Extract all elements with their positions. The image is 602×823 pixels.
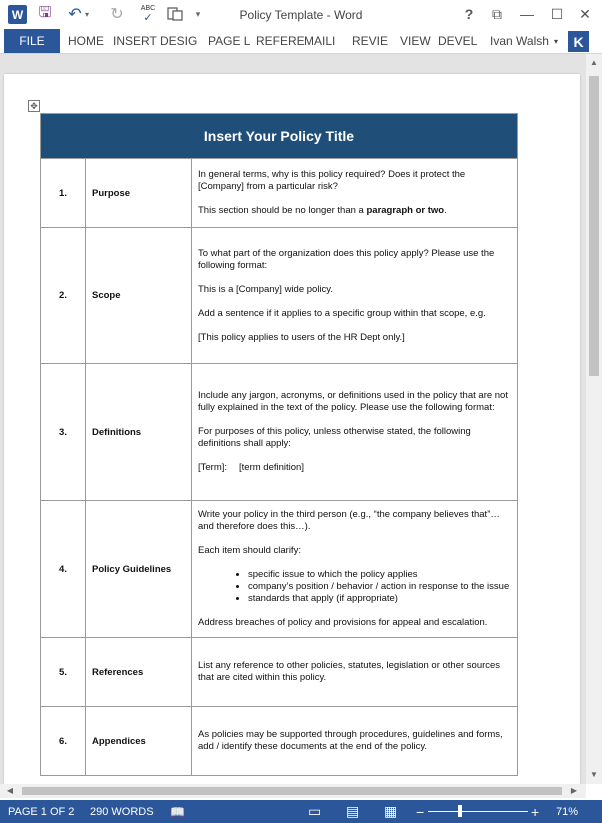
scope-group-text: Add a sentence if it applies to a specific group within that scope, e.g. xyxy=(198,307,486,319)
horizontal-scrollbar[interactable] xyxy=(0,784,586,798)
scroll-up-arrow-icon[interactable]: ▲ xyxy=(590,58,598,67)
word-count-indicator[interactable]: 290 WORDS xyxy=(90,805,154,818)
guidelines-bullet-list xyxy=(198,569,511,605)
proofing-icon[interactable]: 📖 xyxy=(170,804,185,819)
row-label-purpose: Purpose xyxy=(86,159,192,228)
scope-question-text: To what part of the organization does this policy apply? Please use the following format: xyxy=(198,247,495,271)
table-move-handle-icon[interactable]: ✥ xyxy=(28,100,40,112)
definitions-term-definition: [term definition] xyxy=(239,462,304,473)
close-button[interactable]: ✕ xyxy=(579,5,591,22)
tab-developer[interactable]: DEVEL xyxy=(438,34,478,48)
ribbon-tab-row xyxy=(0,29,602,54)
row-number: 6. xyxy=(41,707,86,776)
appendices-text: As policies may be supported through procedures, guidelines and forms, add / identify these documents at the end of the policy. xyxy=(198,729,503,752)
tab-mailings[interactable]: MAILI xyxy=(304,34,336,48)
scope-bracket-example-text: [This policy applies to users of the HR Dept only.] xyxy=(198,331,405,343)
customize-toolbar-icon[interactable]: ▾ xyxy=(195,8,201,19)
tab-design[interactable]: DESIG xyxy=(160,34,198,48)
definitions-term: [Term]: xyxy=(198,462,228,473)
undo-icon[interactable]: ↶ xyxy=(68,6,82,23)
row-number: 3. xyxy=(41,364,86,501)
title-bar xyxy=(0,0,602,29)
zoom-slider-thumb[interactable] xyxy=(458,805,462,817)
zoom-out-button[interactable]: − xyxy=(416,803,425,820)
table-row-references xyxy=(41,638,518,707)
minimize-button[interactable]: — xyxy=(520,6,534,22)
table-row-policy-guidelines xyxy=(41,501,518,638)
read-mode-icon[interactable]: ▭ xyxy=(308,803,322,819)
row-label-scope: Scope xyxy=(86,228,192,364)
status-bar xyxy=(0,800,602,823)
list-item: • standards that apply (if appropriate) xyxy=(248,593,511,605)
purpose-length-pre: This section should be no longer than a xyxy=(198,205,367,216)
tab-home[interactable]: HOME xyxy=(68,34,104,48)
print-layout-icon[interactable]: ▤ xyxy=(346,803,360,819)
purpose-length-text xyxy=(198,205,511,217)
vertical-scroll-thumb[interactable] xyxy=(589,76,599,376)
scroll-right-arrow-icon[interactable]: ▶ xyxy=(570,786,578,795)
scroll-down-arrow-icon[interactable]: ▼ xyxy=(590,770,598,779)
table-row-purpose xyxy=(41,159,518,228)
row-label-references: References xyxy=(86,638,192,707)
list-item: • company’s position / behavior / action in response to the issue xyxy=(248,581,511,593)
table-row-scope xyxy=(41,228,518,364)
row-description-scope[interactable] xyxy=(192,228,518,364)
spelling-abc-text: ABC xyxy=(140,4,156,12)
tab-references[interactable]: REFERE xyxy=(256,34,305,48)
row-number: 2. xyxy=(41,228,86,364)
tab-file[interactable]: FILE xyxy=(4,29,60,53)
redo-icon[interactable]: ↻ xyxy=(110,6,124,23)
horizontal-scroll-thumb[interactable] xyxy=(22,787,562,795)
table-title-row xyxy=(41,114,518,159)
purpose-question-text: In general terms, why is this policy required? Does it protect the [Company] from a particular risk? xyxy=(198,169,466,192)
row-label-policy-guidelines: Policy Guidelines xyxy=(86,501,192,638)
zoom-slider-track[interactable] xyxy=(428,811,528,812)
purpose-length-post: . xyxy=(444,205,447,216)
user-avatar[interactable]: K xyxy=(568,31,589,52)
save-icon[interactable]: 🖫 xyxy=(38,3,52,21)
table-row-appendices xyxy=(41,707,518,776)
row-description-references[interactable] xyxy=(192,638,518,707)
web-layout-icon[interactable]: ▦ xyxy=(384,803,398,819)
tab-view[interactable]: VIEW xyxy=(400,34,431,48)
guidelines-person-text: Write your policy in the third person (e.g., “the company believes that”… and therefore does this…). xyxy=(198,509,500,532)
definitions-instruction-text: Include any jargon, acronyms, or definitions used in the policy that are not fully explained in the text of the policy. Please use the following format: xyxy=(198,390,508,413)
word-app-icon[interactable]: W xyxy=(8,5,27,24)
definitions-term-line xyxy=(198,462,511,474)
row-label-appendices: Appendices xyxy=(86,707,192,776)
vertical-scrollbar[interactable] xyxy=(586,54,602,784)
window-title: Policy Template - Word xyxy=(239,8,363,22)
row-description-appendices[interactable] xyxy=(192,707,518,776)
zoom-in-button[interactable]: + xyxy=(531,803,540,820)
page-count-indicator[interactable]: PAGE 1 OF 2 xyxy=(8,805,75,818)
ribbon-display-options-icon[interactable]: ⧉ xyxy=(492,5,502,22)
scroll-left-arrow-icon[interactable]: ◀ xyxy=(6,786,14,795)
list-item: • specific issue to which the policy applies xyxy=(248,569,511,581)
row-number: 5. xyxy=(41,638,86,707)
references-text: List any reference to other policies, statutes, legislation or other sources that are cited within this policy. xyxy=(198,660,501,683)
help-button[interactable]: ? xyxy=(464,6,474,22)
maximize-button[interactable]: ☐ xyxy=(550,5,564,22)
user-account-name[interactable]: Ivan Walsh xyxy=(490,34,549,48)
row-description-purpose[interactable] xyxy=(192,159,518,228)
policy-table xyxy=(40,113,518,776)
row-label-definitions: Definitions xyxy=(86,364,192,501)
row-number: 1. xyxy=(41,159,86,228)
user-account-chevron-down-icon[interactable]: ▾ xyxy=(554,37,559,46)
tab-insert[interactable]: INSERT xyxy=(113,34,157,48)
table-row-definitions xyxy=(41,364,518,501)
tab-review[interactable]: REVIE xyxy=(352,34,389,48)
spelling-check-mark: ✓ xyxy=(143,11,153,24)
tab-page-layout[interactable]: PAGE L xyxy=(208,34,251,48)
purpose-length-bold: paragraph or two xyxy=(366,205,445,216)
row-description-definitions[interactable] xyxy=(192,364,518,501)
row-description-policy-guidelines[interactable] xyxy=(192,501,518,638)
row-number: 4. xyxy=(41,501,86,638)
guidelines-clarify-text: Each item should clarify: xyxy=(198,545,301,556)
scope-example-text: This is a [Company] wide policy. xyxy=(198,283,333,295)
guidelines-breaches-text: Address breaches of policy and provisions for appeal and escalation. xyxy=(198,617,488,628)
undo-dropdown-icon[interactable]: ▾ xyxy=(84,9,89,19)
zoom-level[interactable]: 71% xyxy=(556,805,579,818)
definitions-format-text: For purposes of this policy, unless otherwise stated, the following definitions shall apply: xyxy=(198,426,471,449)
policy-title[interactable]: Insert Your Policy Title xyxy=(41,114,518,159)
